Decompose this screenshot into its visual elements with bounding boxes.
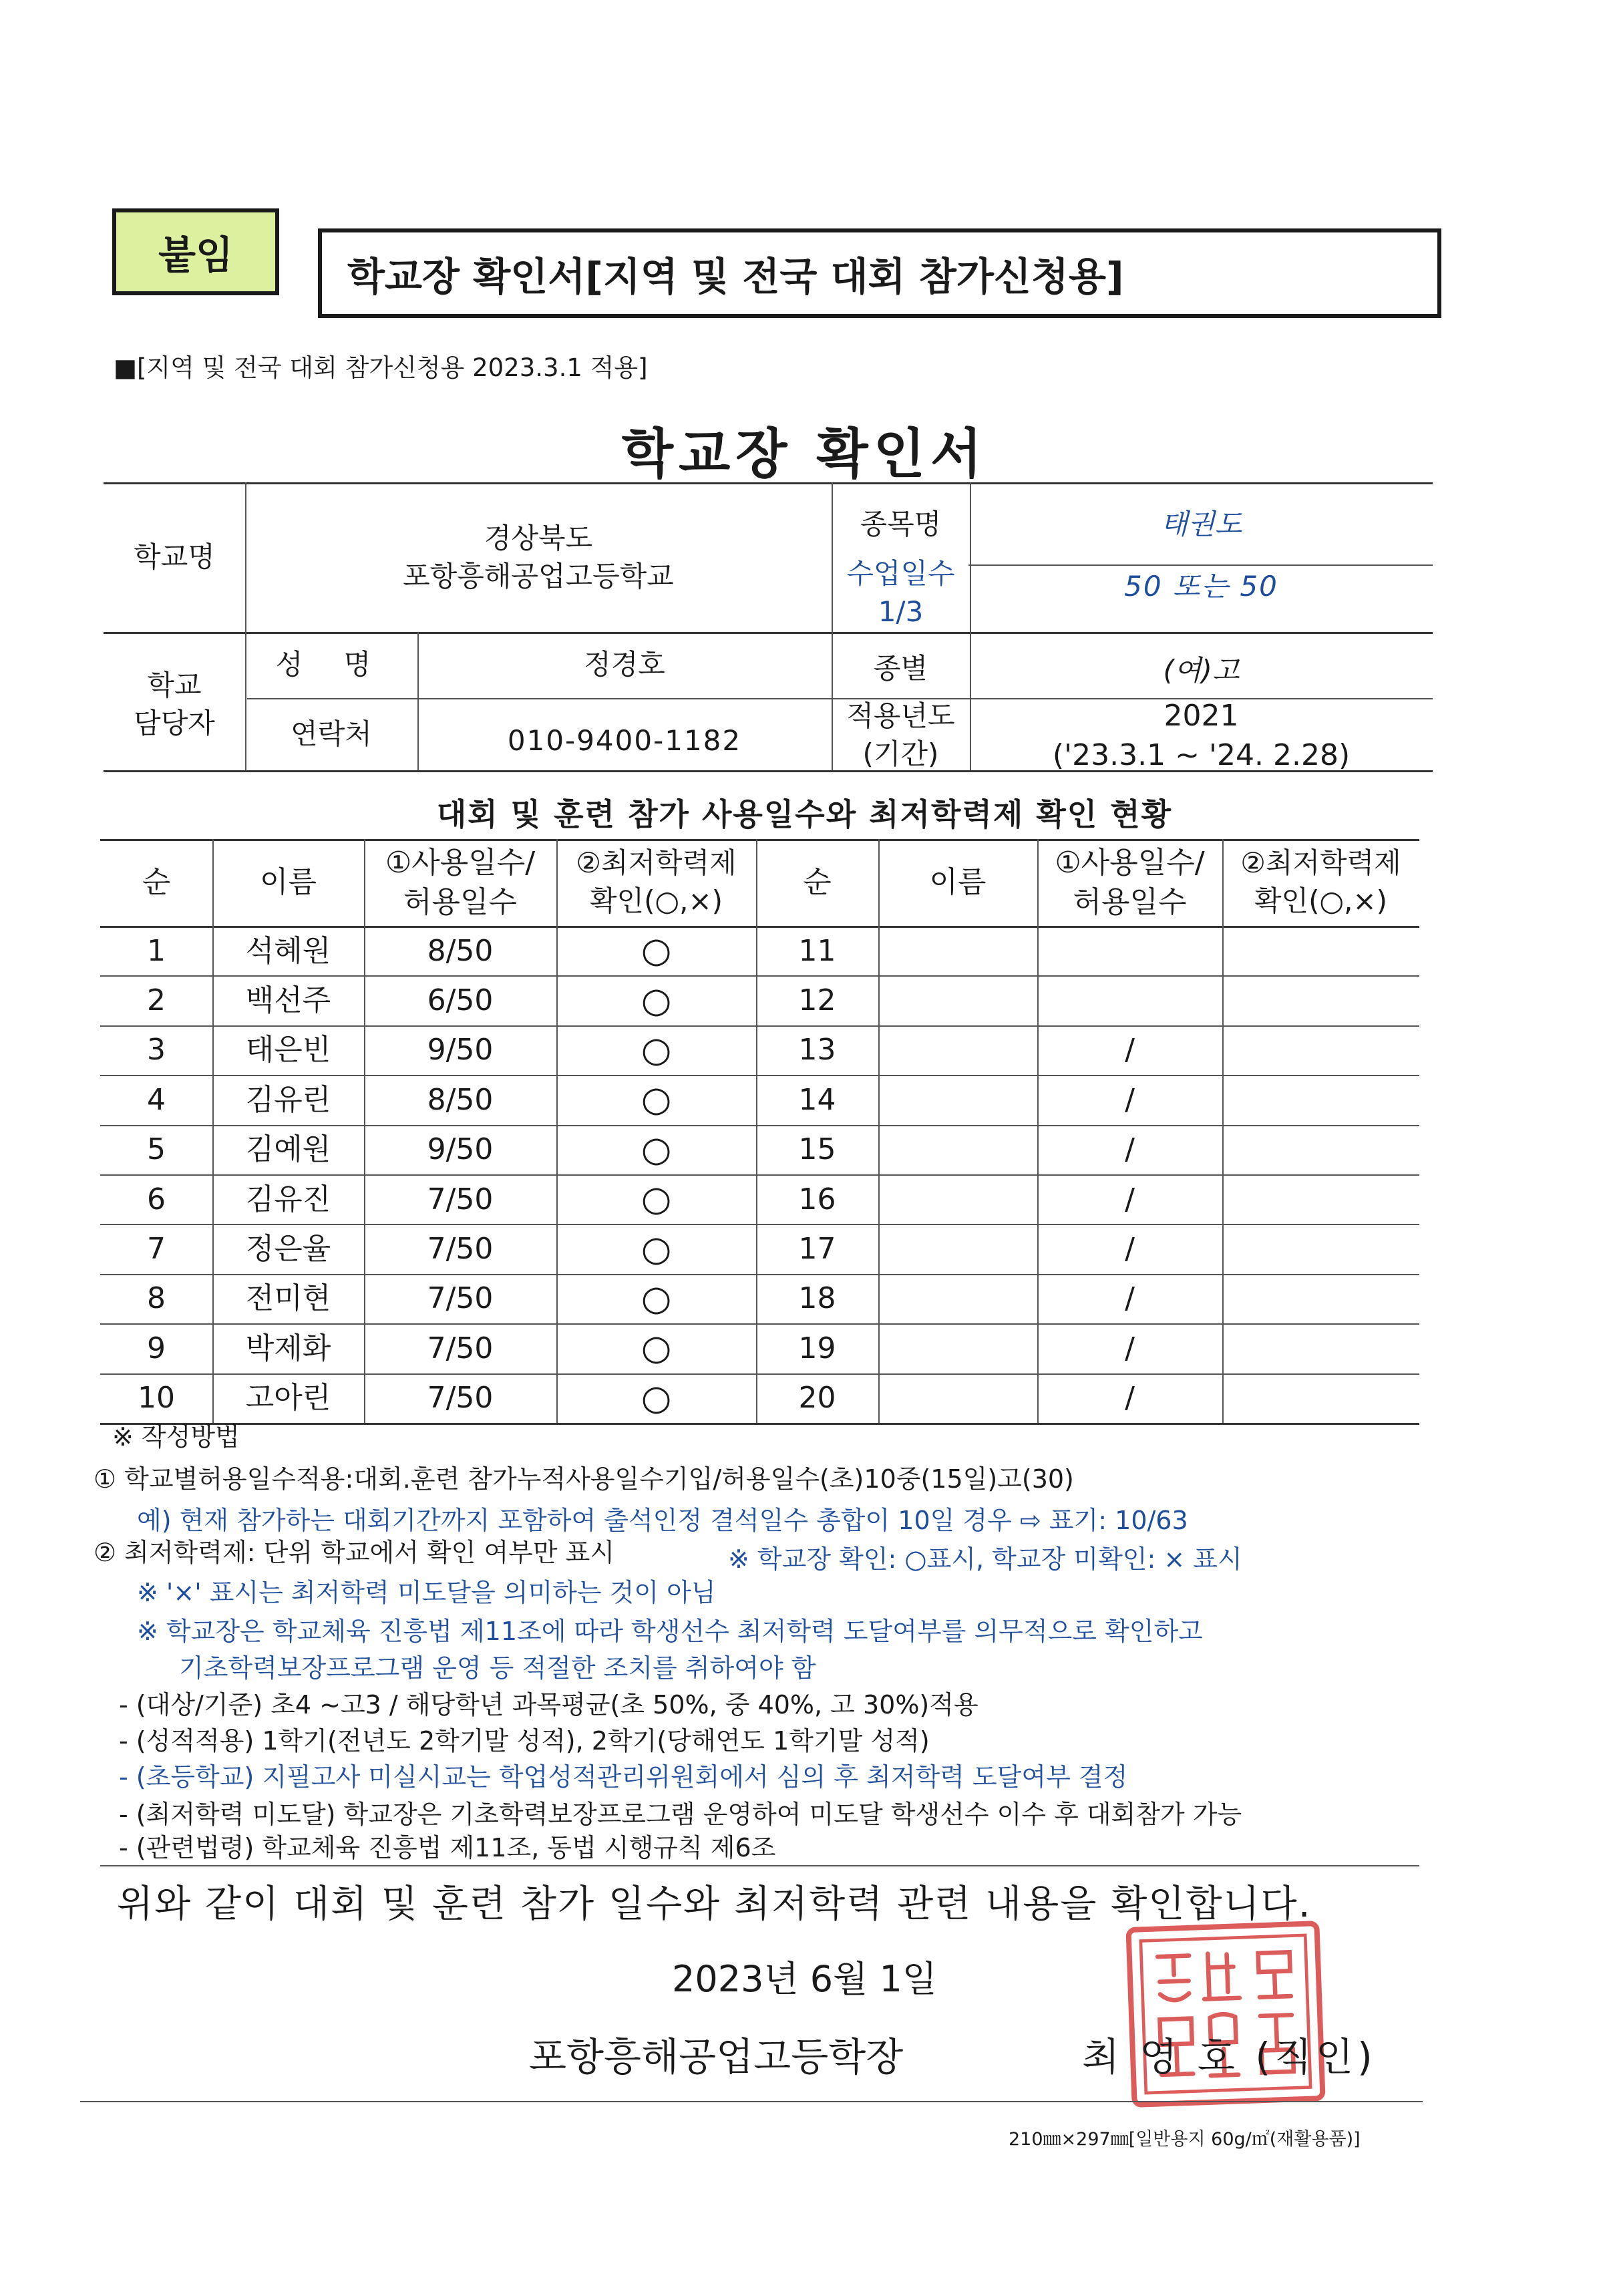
cell-days: 7/50 xyxy=(427,1281,494,1316)
col-header-check-2 xyxy=(1222,839,1419,926)
cell-days: / xyxy=(1125,1082,1135,1117)
col-header-days-line1: ①사용일수/ xyxy=(385,845,536,880)
subtitle-note: ■[지역 및 전국 대회 참가신청용 2023.3.1 적용] xyxy=(114,353,648,382)
col-header-days-line2: 허용일수 xyxy=(403,885,517,919)
sport-value: 태권도 xyxy=(1160,508,1242,541)
manager-label-line2: 담당자 xyxy=(134,707,215,740)
attachment-label xyxy=(112,208,279,295)
col-header-check-line2: 확인(○,×) xyxy=(589,884,723,917)
cell-name xyxy=(878,1174,1037,1224)
cell-seq: 7 xyxy=(147,1231,166,1266)
col-header-seq-2: 순 xyxy=(803,865,832,900)
col-header-check-line1: ②최저학력제 xyxy=(1240,846,1401,880)
rule xyxy=(100,1865,1419,1866)
cell-check: ○ xyxy=(641,1029,672,1070)
cell-check xyxy=(1222,1224,1419,1273)
principal-title: 포항흥해공업고등학장 xyxy=(529,2034,904,2080)
class-days-label-line1: 수업일수 xyxy=(846,557,955,591)
col-header-name: 이름 xyxy=(259,865,317,900)
class-days-label xyxy=(832,553,970,633)
detail-not-reached: - (최저학력 미도달) 학교장은 기초학력보장프로그램 운영하여 미도달 학생선수 이수 후 대회참가 가능 xyxy=(119,1800,1242,1829)
cell-days: / xyxy=(1125,1182,1135,1216)
cell-check: ○ xyxy=(641,931,672,971)
detail-law: - (관련법령) 학교체육 진흥법 제11조, 동법 시행규칙 제6조 xyxy=(119,1833,776,1862)
cell-check: ○ xyxy=(641,980,672,1021)
cell-name xyxy=(878,1125,1037,1174)
cell-check: ○ xyxy=(641,1129,672,1170)
cell-seq: 15 xyxy=(798,1132,836,1167)
cell-name xyxy=(878,975,1037,1025)
rule xyxy=(100,1423,1419,1425)
note-2: ② 최저학력제: 단위 학교에서 확인 여부만 표시 xyxy=(94,1538,615,1567)
cell-days: 8/50 xyxy=(427,933,494,968)
cell-seq: 5 xyxy=(147,1132,166,1167)
header-title: 학교장 확인서[지역 및 전국 대회 참가신청용] xyxy=(347,254,1124,299)
principal-name: 최 영 호 (직인) xyxy=(1082,2034,1377,2080)
cell-name xyxy=(878,1025,1037,1075)
period-value: ('23.3.1 ~ '24. 2.28) xyxy=(1052,738,1351,772)
cell-seq: 9 xyxy=(147,1331,166,1365)
cell-seq: 8 xyxy=(147,1281,166,1316)
manager-label-line1: 학교 xyxy=(147,669,202,702)
cell-check xyxy=(1222,1174,1419,1224)
cell-seq: 11 xyxy=(798,933,836,968)
cell-check xyxy=(1222,975,1419,1025)
detail-grades: - (성적적용) 1학기(전년도 2학기말 성적), 2학기(당해연도 1학기말 성적) xyxy=(119,1726,930,1756)
cell-check xyxy=(1222,1025,1419,1075)
paper-spec: 210㎜×297㎜[일반용지 60g/㎡(재활용품)] xyxy=(1009,2129,1361,2150)
cell-seq: 16 xyxy=(798,1182,836,1216)
col-header-days-line2: 허용일수 xyxy=(1073,885,1187,919)
cell-days: / xyxy=(1125,1231,1135,1266)
cell-check: ○ xyxy=(641,1377,672,1418)
name-label: 성 명 xyxy=(275,648,387,681)
manager-label xyxy=(104,641,245,768)
cell-days: 7/50 xyxy=(427,1331,494,1365)
detail-elementary: - (초등학교) 지필고사 미실시교는 학업성적관리위원회에서 심의 후 최저학력 도달여부 결정 xyxy=(119,1762,1128,1792)
contact-value: 010-9400-1182 xyxy=(507,723,742,757)
cell-seq: 13 xyxy=(798,1033,836,1068)
cell-name: 고아린 xyxy=(245,1381,331,1416)
rule xyxy=(80,2101,1423,2102)
note-2-marking: ※ 학교장 확인: ○표시, 학교장 미확인: × 표시 xyxy=(728,1544,1242,1574)
cell-name: 전미현 xyxy=(245,1281,331,1316)
note-1-example: 예) 현재 참가하는 대회기간까지 포함하여 출석인정 결석일수 총합이 10일 경우 ⇨ 표기: 10/63 xyxy=(137,1506,1188,1535)
gender-label: 종별 xyxy=(873,652,928,685)
cell-check xyxy=(1222,1125,1419,1174)
school-name-value xyxy=(245,488,832,628)
note-1: ① 학교별허용일수적용:대회.훈련 참가누적사용일수기입/허용일수(초)10중(15일)고(30) xyxy=(94,1464,1074,1494)
cell-check: ○ xyxy=(641,1179,672,1220)
cell-seq: 3 xyxy=(147,1033,166,1068)
sport-label: 종목명 xyxy=(860,508,942,541)
cell-days: / xyxy=(1125,1033,1135,1068)
col-header-seq: 순 xyxy=(142,865,171,900)
cell-seq: 6 xyxy=(147,1182,166,1216)
year-label-line1: 적용년도 xyxy=(846,699,955,733)
section-title: 대회 및 훈련 참가 사용일수와 최저학력제 확인 현황 xyxy=(436,796,1173,832)
cell-name: 박제화 xyxy=(245,1331,331,1365)
cell-name: 김예원 xyxy=(245,1132,331,1167)
cell-days: / xyxy=(1125,1331,1135,1365)
cell-name: 태은빈 xyxy=(245,1033,331,1068)
cell-check xyxy=(1222,1274,1419,1323)
col-header-check xyxy=(556,839,756,926)
year-label xyxy=(832,698,970,773)
col-header-days-line1: ①사용일수/ xyxy=(1055,845,1205,880)
document-date: 2023년 6월 1일 xyxy=(672,1958,937,2000)
school-name-line2: 포항흥해공업고등학교 xyxy=(403,560,674,593)
note-4-line1: ※ 학교장은 학교체육 진흥법 제11조에 따라 학생선수 최저학력 도달여부를 의무적으로 확인하고 xyxy=(137,1617,1203,1646)
cell-days: 7/50 xyxy=(427,1231,494,1266)
cell-days: 7/50 xyxy=(427,1182,494,1216)
gender-value: (여)고 xyxy=(1163,654,1240,687)
note-3: ※ '×' 표시는 최저학력 미도달을 의미하는 것이 아님 xyxy=(137,1578,716,1607)
cell-name xyxy=(878,1373,1037,1423)
cell-name: 김유린 xyxy=(245,1082,331,1117)
cell-name xyxy=(878,1323,1037,1373)
cell-days: 7/50 xyxy=(427,1381,494,1416)
cell-days: / xyxy=(1125,1132,1135,1167)
cell-days: / xyxy=(1125,1281,1135,1316)
cell-days: 9/50 xyxy=(427,1033,494,1068)
cell-check xyxy=(1222,1373,1419,1423)
cell-check: ○ xyxy=(641,1228,672,1269)
cell-days: 6/50 xyxy=(427,983,494,1017)
cell-name: 석혜원 xyxy=(245,933,331,968)
note-4-line2: 기초학력보장프로그램 운영 등 적절한 조치를 취하여야 함 xyxy=(179,1653,816,1683)
cell-name: 정은율 xyxy=(245,1231,331,1266)
cell-name xyxy=(878,1075,1037,1124)
attachment-label-text: 붙임 xyxy=(158,232,234,278)
cell-days: / xyxy=(1125,1381,1135,1416)
cell-seq: 20 xyxy=(798,1381,836,1416)
class-days-label-line2: 1/3 xyxy=(878,595,924,628)
document-title: 학교장 확인서 xyxy=(621,423,988,485)
col-header-days-2 xyxy=(1037,839,1222,926)
rule xyxy=(104,482,1433,484)
school-name-label: 학교명 xyxy=(134,540,215,573)
cell-name xyxy=(878,1274,1037,1323)
manager-name-value: 정경호 xyxy=(584,648,665,681)
col-header-name-2: 이름 xyxy=(929,865,987,900)
cell-seq: 14 xyxy=(798,1082,836,1117)
cell-name: 김유진 xyxy=(245,1182,331,1216)
class-days-value: 50 또는 50 xyxy=(1124,569,1278,603)
confirmation-statement: 위와 같이 대회 및 훈련 참가 일수와 최저학력 관련 내용을 확인합니다. xyxy=(117,1882,1312,1926)
year-value xyxy=(970,698,1433,773)
detail-target: - (대상/기준) 초4 ~고3 / 해당학년 과목평균(초 50%, 중 40%, 고 30%)적용 xyxy=(119,1690,978,1719)
cell-days xyxy=(1037,926,1222,975)
cell-check: ○ xyxy=(641,1278,672,1319)
cell-name xyxy=(878,926,1037,975)
cell-check: ○ xyxy=(641,1328,672,1369)
col-header-check-line2: 확인(○,×) xyxy=(1254,884,1388,917)
cell-seq: 17 xyxy=(798,1231,836,1266)
cell-seq: 2 xyxy=(147,983,166,1017)
cell-check: ○ xyxy=(641,1080,672,1120)
contact-label: 연락처 xyxy=(291,717,372,750)
cell-seq: 10 xyxy=(138,1381,175,1416)
cell-check xyxy=(1222,1075,1419,1124)
cell-check xyxy=(1222,926,1419,975)
cell-days: 8/50 xyxy=(427,1082,494,1117)
year-label-line2: (기간) xyxy=(862,737,939,770)
cell-seq: 19 xyxy=(798,1331,836,1365)
cell-name xyxy=(878,1224,1037,1273)
school-name-line1: 경상북도 xyxy=(484,522,593,555)
cell-check xyxy=(1222,1323,1419,1373)
cell-seq: 1 xyxy=(147,933,166,968)
col-header-days xyxy=(364,839,556,926)
cell-days xyxy=(1037,975,1222,1025)
year-value-text: 2021 xyxy=(1164,698,1239,733)
cell-name: 백선주 xyxy=(245,983,331,1017)
header-title-box xyxy=(318,228,1441,318)
cell-seq: 4 xyxy=(147,1082,166,1117)
cell-seq: 12 xyxy=(798,983,836,1017)
notes-heading: ※ 작성방법 xyxy=(112,1422,240,1452)
cell-days: 9/50 xyxy=(427,1132,494,1167)
col-header-check-line1: ②최저학력제 xyxy=(576,846,737,880)
cell-seq: 18 xyxy=(798,1281,836,1316)
